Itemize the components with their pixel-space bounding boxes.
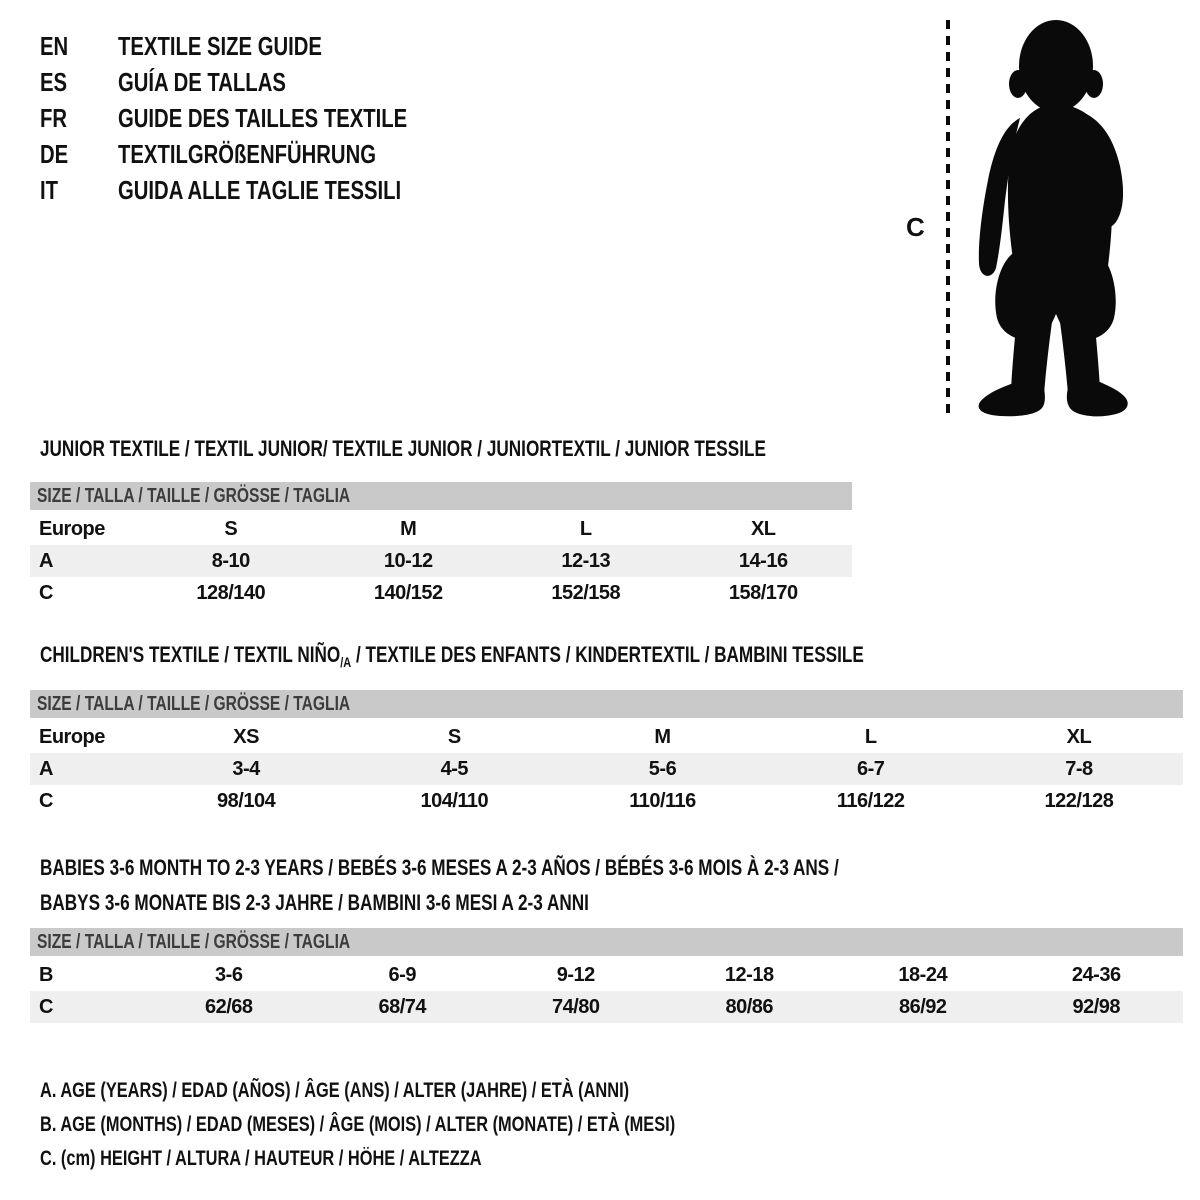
row-label: C — [39, 996, 53, 1018]
cell-value: XL — [750, 518, 776, 540]
cell-value: 24-36 — [1071, 964, 1121, 986]
row-label: A — [39, 550, 53, 572]
table-row — [30, 545, 852, 577]
lang-row-fr — [40, 100, 407, 136]
cell-value: 104/110 — [420, 790, 489, 812]
lang-row-it — [40, 172, 407, 208]
cell-value: 8-10 — [211, 550, 250, 572]
cell-value: 62/68 — [204, 996, 253, 1018]
cell-value: M — [654, 726, 671, 748]
cell-value: 3-4 — [232, 758, 260, 780]
cell-value: S — [224, 518, 238, 540]
row-label: C — [39, 790, 53, 812]
junior-table-rows — [30, 513, 852, 609]
babies-table-rows — [30, 959, 1183, 1023]
legend-notes — [40, 1074, 854, 1176]
babies-size-header-bar — [30, 928, 1183, 956]
cell-value: 7-8 — [1065, 758, 1093, 780]
babies-title-line2: BABYS 3-6 MONATE BIS 2-3 JAHRE / BAMBINI 3-6 MESI A 2-3 ANNI — [40, 890, 589, 915]
cell-value: 110/116 — [629, 790, 696, 812]
cell-value: XS — [233, 726, 259, 748]
table-row — [30, 721, 1183, 753]
size-header-text: SIZE / TALLA / TAILLE / GRÖSSE / TAGLIA — [37, 693, 351, 715]
row-label: B — [39, 964, 53, 986]
cell-value: M — [400, 518, 417, 540]
cell-value: 4-5 — [440, 758, 468, 780]
children-size-header-bar — [30, 690, 1183, 718]
cell-value: S — [447, 726, 461, 748]
babies-section-title — [40, 850, 839, 920]
children-table-rows — [30, 721, 1183, 817]
cell-value: 5-6 — [648, 758, 677, 780]
cell-value: 122/128 — [1044, 790, 1114, 812]
cell-value: 158/170 — [728, 582, 798, 604]
lang-title: TEXTILGRÖßENFÜHRUNG — [118, 139, 376, 169]
cell-value: 18-24 — [898, 964, 948, 986]
cell-value: 92/98 — [1072, 996, 1121, 1018]
junior-size-table — [30, 482, 852, 609]
babies-title-line1: BABIES 3-6 MONTH TO 2-3 YEARS / BEBÉS 3-6 MESES A 2-3 AÑOS / BÉBÉS 3-6 MOIS À 2-3 ANS / — [40, 855, 839, 880]
table-row — [30, 991, 1183, 1023]
lang-title: GUÍA DE TALLAS — [118, 67, 286, 97]
cell-value: 6-9 — [388, 964, 416, 986]
cell-value: 140/152 — [373, 582, 443, 604]
note-height-cm: C. (cm) HEIGHT / ALTURA / HAUTEUR / HÖHE / ALTEZZA — [40, 1147, 482, 1170]
note-age-months: B. AGE (MONTHS) / EDAD (MESES) / ÂGE (MOIS) / ALTER (MONATE) / ETÀ (MESI) — [40, 1113, 676, 1136]
cell-value: XL — [1066, 726, 1092, 748]
lang-code: IT — [40, 175, 59, 205]
cell-value: 10-12 — [383, 550, 433, 572]
table-row — [30, 959, 1183, 991]
row-label: A — [39, 758, 53, 780]
cell-value: 6-7 — [857, 758, 885, 780]
cell-value: 9-12 — [556, 964, 595, 986]
table-row — [30, 753, 1183, 785]
table-row — [30, 785, 1183, 817]
row-label: Europe — [39, 518, 105, 540]
size-header-text: SIZE / TALLA / TAILLE / GRÖSSE / TAGLIA — [37, 931, 351, 953]
size-header-text: SIZE / TALLA / TAILLE / GRÖSSE / TAGLIA — [37, 485, 351, 507]
lang-title: GUIDA ALLE TAGLIE TESSILI — [118, 175, 402, 205]
lang-code: EN — [40, 31, 69, 61]
cell-value: 86/92 — [898, 996, 947, 1018]
language-title-list — [40, 28, 511, 208]
lang-row-de — [40, 136, 407, 172]
lang-row-es — [40, 64, 407, 100]
note-age-years: A. AGE (YEARS) / EDAD (AÑOS) / ÂGE (ANS) / ALTER (JAHRE) / ETÀ (ANNI) — [40, 1079, 630, 1102]
cell-value: 14-16 — [738, 550, 788, 572]
table-row — [30, 577, 852, 609]
table-row — [30, 513, 852, 545]
junior-section-title: JUNIOR TEXTILE / TEXTIL JUNIOR/ TEXTILE JUNIOR / JUNIORTEXTIL / JUNIOR TESSILE — [40, 436, 766, 461]
cell-value: 12-18 — [724, 964, 774, 986]
children-title-after: / TEXTILE DES ENFANTS / KINDERTEXTIL / BAMBINI TESSILE — [351, 642, 864, 667]
children-title-subscript: /A — [340, 654, 352, 670]
height-measure-label: C — [906, 212, 925, 242]
babies-size-table — [30, 928, 1183, 1023]
children-section-title — [40, 642, 864, 675]
lang-code: DE — [40, 139, 69, 169]
cell-value: 74/80 — [551, 996, 600, 1018]
cell-value: 68/74 — [378, 996, 427, 1018]
lang-title: TEXTILE SIZE GUIDE — [118, 31, 322, 61]
cell-value: 12-13 — [561, 550, 611, 572]
junior-size-header-bar — [30, 482, 852, 510]
cell-value: 80/86 — [725, 996, 774, 1018]
children-size-table — [30, 690, 1183, 817]
cell-value: 128/140 — [196, 582, 266, 604]
children-title-before: CHILDREN'S TEXTILE / TEXTIL NIÑO — [40, 642, 341, 667]
row-label: C — [39, 582, 53, 604]
lang-code: FR — [40, 103, 68, 133]
height-dash-line — [946, 20, 950, 416]
cell-value: 116/122 — [836, 790, 905, 812]
lang-code: ES — [40, 67, 68, 97]
lang-row-en — [40, 28, 407, 64]
row-label: Europe — [39, 726, 105, 748]
toddler-silhouette-icon — [962, 14, 1142, 419]
lang-title: GUIDE DES TAILLES TEXTILE — [118, 103, 408, 133]
cell-value: 98/104 — [217, 790, 276, 812]
cell-value: L — [864, 726, 877, 748]
cell-value: L — [579, 518, 592, 540]
cell-value: 3-6 — [215, 964, 243, 986]
cell-value: 152/158 — [551, 582, 621, 604]
